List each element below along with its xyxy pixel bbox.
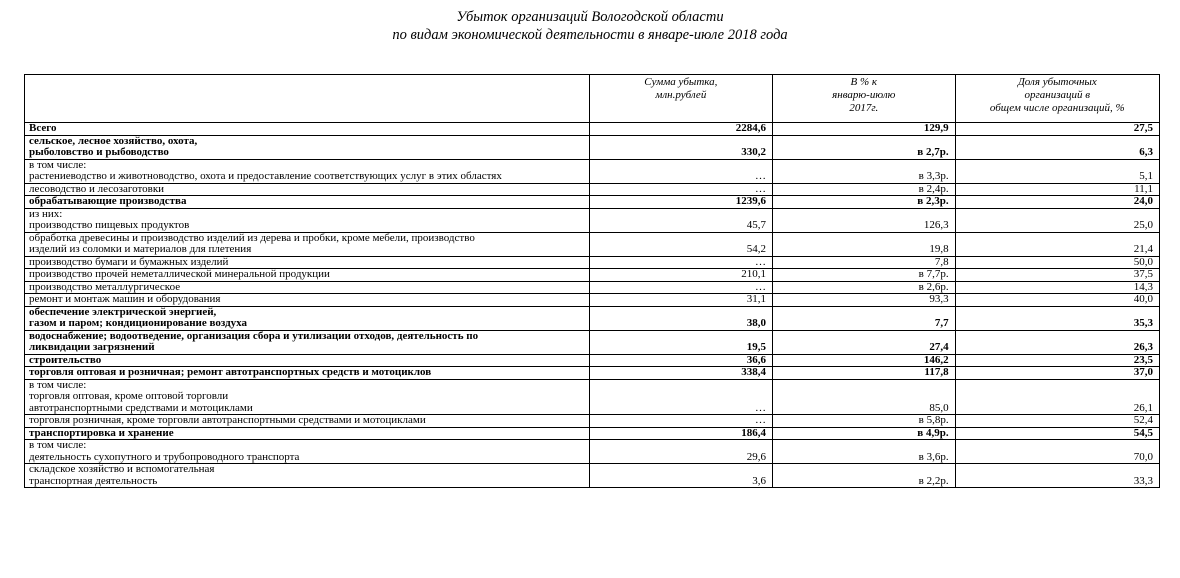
header-line: общем числе организаций, % xyxy=(989,102,1125,114)
share-loss-orgs-cell: 14,3 xyxy=(955,281,1159,294)
row-label-line: обеспечение электрической энергией, xyxy=(29,305,217,318)
share-loss-orgs-cell: 40,0 xyxy=(955,294,1159,307)
row-label-cell xyxy=(25,281,590,294)
table-row xyxy=(25,183,1160,196)
percent-prev-year-cell: в 4,9р. xyxy=(772,427,955,440)
percent-prev-year-cell: 7,7 xyxy=(772,306,955,330)
header-line: январю-июлю xyxy=(832,89,896,101)
loss-sum-cell: 330,2 xyxy=(589,135,772,159)
row-label-line: рыболовство и рыбоводство xyxy=(29,146,169,158)
row-label-cell xyxy=(25,123,590,136)
loss-sum-cell: … xyxy=(589,183,772,196)
header-line: Доля убыточных xyxy=(1017,76,1097,88)
row-label-cell xyxy=(25,415,590,428)
share-loss-orgs-cell: 35,3 xyxy=(955,306,1159,330)
row-label-line: Всего xyxy=(29,122,57,134)
row-label-line: растениеводство и животноводство, охота и предоставление соответствующих услуг в этих областях xyxy=(29,170,502,182)
percent-prev-year-cell: 19,8 xyxy=(772,232,955,256)
header-line: В % к xyxy=(850,76,878,88)
row-label-line: производство прочей неметаллической минеральной продукции xyxy=(29,268,330,280)
document-title xyxy=(0,8,1180,44)
table-row xyxy=(25,208,1160,232)
loss-sum-cell: 29,6 xyxy=(589,440,772,464)
row-label-line: в том числе: xyxy=(29,158,87,171)
row-label-cell xyxy=(25,196,590,209)
loss-sum-cell: 186,4 xyxy=(589,427,772,440)
header-line: 2017г. xyxy=(849,102,879,114)
row-label-cell xyxy=(25,330,590,354)
table-body xyxy=(25,75,1160,488)
percent-prev-year-cell: 93,3 xyxy=(772,294,955,307)
row-label-cell xyxy=(25,294,590,307)
loss-sum-cell: 31,1 xyxy=(589,294,772,307)
row-label-cell xyxy=(25,208,590,232)
table-row xyxy=(25,135,1160,159)
row-label-cell xyxy=(25,354,590,367)
row-label-line: строительство xyxy=(29,353,102,366)
header-line: млн.рублей xyxy=(655,89,707,101)
row-label-line: изделий из соломки и материалов для плетения xyxy=(29,243,252,255)
loss-table xyxy=(24,74,1160,488)
row-label-line: транспортная деятельность xyxy=(29,474,158,487)
percent-prev-year-cell: в 2,6р. xyxy=(772,281,955,294)
header-blank-cell xyxy=(25,75,590,123)
share-loss-orgs-cell: 33,3 xyxy=(955,464,1159,488)
share-loss-orgs-cell: 54,5 xyxy=(955,427,1159,440)
row-label-cell xyxy=(25,269,590,282)
loss-sum-cell: … xyxy=(589,415,772,428)
percent-prev-year-cell: в 2,3р. xyxy=(772,196,955,209)
table-row xyxy=(25,464,1160,488)
row-label-line: ликвидации загрязнений xyxy=(29,341,155,353)
loss-sum-cell: 19,5 xyxy=(589,330,772,354)
table-row xyxy=(25,196,1160,209)
header-percent-prev-year xyxy=(772,75,955,123)
percent-prev-year-cell: в 3,3р. xyxy=(772,159,955,183)
table-row xyxy=(25,354,1160,367)
percent-prev-year-cell: в 2,7р. xyxy=(772,135,955,159)
row-label-line: торговля оптовая, кроме оптовой торговли xyxy=(29,390,229,402)
loss-sum-cell: 338,4 xyxy=(589,367,772,380)
share-loss-orgs-cell: 27,5 xyxy=(955,123,1159,136)
row-label-line: сельское, лесное хозяйство, охота, xyxy=(29,134,198,147)
percent-prev-year-cell: 129,9 xyxy=(772,123,955,136)
row-label-cell xyxy=(25,306,590,330)
row-label-cell xyxy=(25,367,590,380)
share-loss-orgs-cell: 6,3 xyxy=(955,135,1159,159)
percent-prev-year-cell: в 3,6р. xyxy=(772,440,955,464)
share-loss-orgs-cell: 37,5 xyxy=(955,269,1159,282)
loss-sum-cell: 2284,6 xyxy=(589,123,772,136)
row-label-line: в том числе: xyxy=(29,439,87,451)
table-row xyxy=(25,294,1160,307)
loss-sum-cell: … xyxy=(589,379,772,415)
row-label-line: в том числе: xyxy=(29,378,87,391)
row-label-cell xyxy=(25,159,590,183)
table-row xyxy=(25,232,1160,256)
percent-prev-year-cell: в 2,4р. xyxy=(772,183,955,196)
row-label-line: производство бумаги и бумажных изделий xyxy=(29,255,229,268)
table-row xyxy=(25,281,1160,294)
row-label-line: из них: xyxy=(29,207,63,220)
header-share-loss-orgs xyxy=(955,75,1159,123)
row-label-cell xyxy=(25,464,590,488)
row-label-line: деятельность сухопутного и трубопроводного транспорта xyxy=(29,450,300,463)
row-label-line: транспортировка и хранение xyxy=(29,426,174,439)
row-label-cell xyxy=(25,183,590,196)
title-line-2: по видам экономической деятельности в январе-июле 2018 года xyxy=(392,27,788,43)
percent-prev-year-cell: 117,8 xyxy=(772,367,955,380)
table-row xyxy=(25,427,1160,440)
share-loss-orgs-cell: 52,4 xyxy=(955,415,1159,428)
percent-prev-year-cell: в 7,7р. xyxy=(772,269,955,282)
table-row xyxy=(25,256,1160,269)
row-label-line: производство металлургическое xyxy=(29,280,181,293)
percent-prev-year-cell: 27,4 xyxy=(772,330,955,354)
loss-sum-cell: … xyxy=(589,281,772,294)
table-row xyxy=(25,123,1160,136)
row-label-line: газом и паром; кондиционирование воздуха xyxy=(29,317,248,329)
row-label-line: обрабатывающие производства xyxy=(29,195,187,207)
share-loss-orgs-cell: 23,5 xyxy=(955,354,1159,367)
row-label-line: производство пищевых продуктов xyxy=(29,219,190,231)
row-label-cell xyxy=(25,379,590,415)
share-loss-orgs-cell: 50,0 xyxy=(955,256,1159,269)
table-row xyxy=(25,330,1160,354)
loss-sum-cell: 1239,6 xyxy=(589,196,772,209)
row-label-line: автотранспортными средствами и мотоциклами xyxy=(29,401,253,414)
table-header-row xyxy=(25,75,1160,123)
row-label-cell xyxy=(25,232,590,256)
row-label-line: ремонт и монтаж машин и оборудования xyxy=(29,293,221,305)
share-loss-orgs-cell: 5,1 xyxy=(955,159,1159,183)
loss-sum-cell: 45,7 xyxy=(589,208,772,232)
share-loss-orgs-cell: 25,0 xyxy=(955,208,1159,232)
percent-prev-year-cell: в 2,2р. xyxy=(772,464,955,488)
percent-prev-year-cell: 85,0 xyxy=(772,379,955,415)
title-line-1: Убыток организаций Вологодской области xyxy=(456,9,724,25)
row-label-line: обработка древесины и производство изделий из дерева и пробки, кроме мебели, производство xyxy=(29,231,475,244)
percent-prev-year-cell: 126,3 xyxy=(772,208,955,232)
share-loss-orgs-cell: 26,1 xyxy=(955,379,1159,415)
row-label-line: торговля оптовая и розничная; ремонт автотранспортных средств и мотоциклов xyxy=(29,366,432,378)
share-loss-orgs-cell: 26,3 xyxy=(955,330,1159,354)
row-label-line: водоснабжение; водоотведение, организация сбора и утилизации отходов, деятельность по xyxy=(29,329,479,342)
loss-sum-cell: 36,6 xyxy=(589,354,772,367)
row-label-line: складское хозяйство и вспомогательная xyxy=(29,463,215,475)
row-label-line: торговля розничная, кроме торговли автотранспортными средствами и мотоциклами xyxy=(29,414,426,426)
table-row xyxy=(25,415,1160,428)
loss-sum-cell: … xyxy=(589,256,772,269)
loss-sum-cell: … xyxy=(589,159,772,183)
row-label-line: лесоводство и лесозаготовки xyxy=(29,182,165,195)
header-line: Сумма убытка, xyxy=(644,76,718,88)
share-loss-orgs-cell: 70,0 xyxy=(955,440,1159,464)
loss-sum-cell: 38,0 xyxy=(589,306,772,330)
share-loss-orgs-cell: 37,0 xyxy=(955,367,1159,380)
percent-prev-year-cell: 7,8 xyxy=(772,256,955,269)
table-row xyxy=(25,379,1160,415)
loss-sum-cell: 210,1 xyxy=(589,269,772,282)
loss-sum-cell: 3,6 xyxy=(589,464,772,488)
row-label-cell xyxy=(25,135,590,159)
table-row xyxy=(25,269,1160,282)
table-row xyxy=(25,159,1160,183)
row-label-cell xyxy=(25,256,590,269)
row-label-cell xyxy=(25,440,590,464)
loss-sum-cell: 54,2 xyxy=(589,232,772,256)
table-row xyxy=(25,367,1160,380)
share-loss-orgs-cell: 24,0 xyxy=(955,196,1159,209)
header-line: организаций в xyxy=(1024,89,1091,101)
percent-prev-year-cell: 146,2 xyxy=(772,354,955,367)
share-loss-orgs-cell: 21,4 xyxy=(955,232,1159,256)
table-row xyxy=(25,440,1160,464)
table-row xyxy=(25,306,1160,330)
percent-prev-year-cell: в 5,8р. xyxy=(772,415,955,428)
header-loss-sum xyxy=(589,75,772,123)
share-loss-orgs-cell: 11,1 xyxy=(955,183,1159,196)
row-label-cell xyxy=(25,427,590,440)
